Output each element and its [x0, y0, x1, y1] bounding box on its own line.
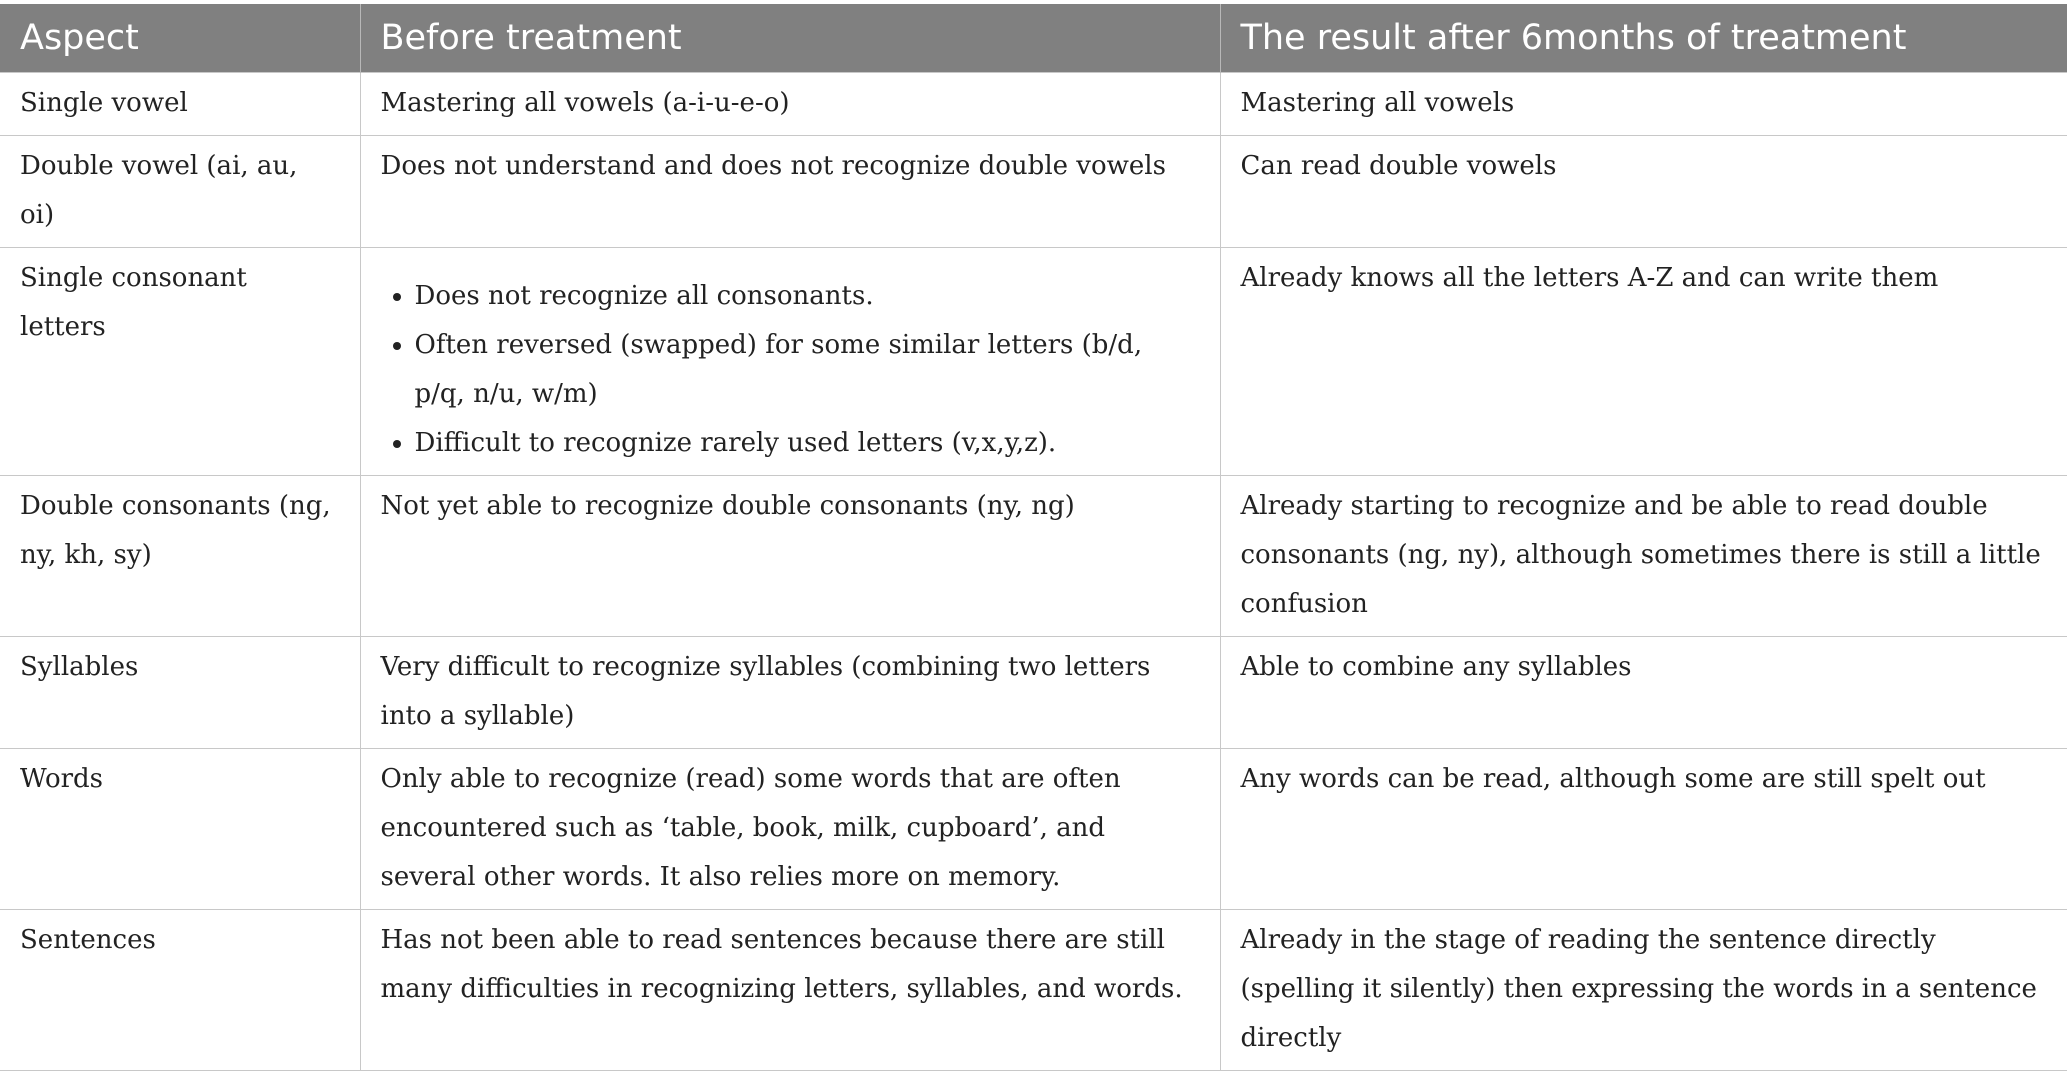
cell-before: Not yet able to recognize double consonants (ny, ng): [360, 476, 1220, 637]
cell-before: Only able to recognize (read) some words that are often encountered such as ‘table, book, milk, cupboard’, and several other words. It also relies more on memory.: [360, 749, 1220, 910]
cell-after: Already in the stage of reading the sentence directly (spelling it silently) then expressing the words in a sentence directly: [1220, 910, 2067, 1071]
header-before-treatment: Before treatment: [360, 4, 1220, 73]
cell-aspect: Single vowel: [0, 73, 360, 136]
cell-before: Very difficult to recognize syllables (combining two letters into a syllable): [360, 637, 1220, 749]
table-row: [0, 910, 2067, 1071]
table-header: [0, 4, 2067, 73]
list-item: • Difficult to recognize rarely used letters (v,x,y,z).: [415, 419, 1200, 468]
cell-after: Mastering all vowels: [1220, 73, 2067, 136]
header-after-treatment: The result after 6months of treatment: [1220, 4, 2067, 73]
table-row: [0, 476, 2067, 637]
list-item: • Often reversed (swapped) for some similar letters (b/d, p/q, n/u, w/m): [415, 321, 1200, 419]
cell-aspect: Double consonants (ng, ny, kh, sy): [0, 476, 360, 637]
cell-after: Already knows all the letters A-Z and can write them: [1220, 248, 2067, 476]
cell-after: Able to combine any syllables: [1220, 637, 2067, 749]
cell-aspect: Single consonant letters: [0, 248, 360, 476]
cell-before: Mastering all vowels (a-i-u-e-o): [360, 73, 1220, 136]
treatment-results-table: [0, 4, 2067, 1071]
cell-aspect: Syllables: [0, 637, 360, 749]
cell-aspect: Sentences: [0, 910, 360, 1071]
header-row: [0, 4, 2067, 73]
cell-aspect: Words: [0, 749, 360, 910]
cell-before: Has not been able to read sentences because there are still many difficulties in recognizing letters, syllables, and words.: [360, 910, 1220, 1071]
table-row: [0, 248, 2067, 476]
cell-after: Already starting to recognize and be able to read double consonants (ng, ny), although sometimes there is still a little confusion: [1220, 476, 2067, 637]
cell-before: [360, 248, 1220, 476]
cell-after: Any words can be read, although some are still spelt out: [1220, 749, 2067, 910]
cell-after: Can read double vowels: [1220, 136, 2067, 248]
table-row: [0, 637, 2067, 749]
cell-before: Does not understand and does not recognize double vowels: [360, 136, 1220, 248]
treatment-results-table-container: [0, 4, 2067, 1071]
cell-aspect: Double vowel (ai, au, oi): [0, 136, 360, 248]
before-bullet-list: [381, 272, 1200, 468]
table-row: [0, 73, 2067, 136]
header-aspect: Aspect: [0, 4, 360, 73]
table-row: [0, 136, 2067, 248]
table-row: [0, 749, 2067, 910]
table-body: [0, 73, 2067, 1071]
list-item: • Does not recognize all consonants.: [415, 272, 1200, 321]
